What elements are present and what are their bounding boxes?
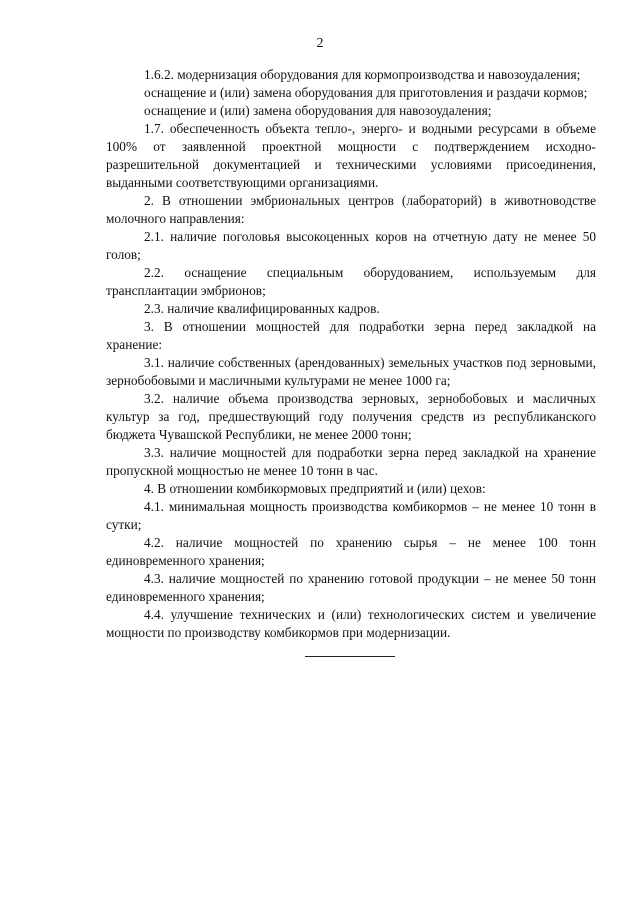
paragraph-3-3: 3.3. наличие мощностей для подработки зерна перед закладкой на хранение пропускной мощностью не менее 10 тонн в час. bbox=[106, 445, 596, 478]
document-body bbox=[106, 66, 596, 642]
paragraph-3: 3. В отношении мощностей для подработки зерна перед закладкой на хранение: bbox=[106, 319, 596, 352]
paragraph-4-3: 4.3. наличие мощностей по хранению готовой продукции – не менее 50 тонн единовременного хранения; bbox=[106, 571, 596, 604]
closing-divider-line bbox=[305, 656, 395, 657]
paragraph-2-2: 2.2. оснащение специальным оборудованием, используемым для трансплантации эмбрионов; bbox=[106, 265, 596, 298]
paragraph-feed-equipment: оснащение и (или) замена оборудования для приготовления и раздачи кормов; bbox=[144, 85, 588, 100]
paragraph-2: 2. В отношении эмбриональных центров (лабораторий) в животноводстве молочного направления: bbox=[106, 193, 596, 226]
paragraph-manure-equipment: оснащение и (или) замена оборудования для навозоудаления; bbox=[144, 103, 492, 118]
paragraph-3-1: 3.1. наличие собственных (арендованных) земельных участков под зерновыми, зернобобовыми и масличными культурами не менее 1000 га; bbox=[106, 355, 596, 388]
paragraph-4-1: 4.1. минимальная мощность производства комбикормов – не менее 10 тонн в сутки; bbox=[106, 499, 596, 532]
paragraph-4: 4. В отношении комбикормовых предприятий и (или) цехов: bbox=[144, 481, 486, 496]
page-number: 2 bbox=[316, 36, 324, 51]
paragraph-2-1: 2.1. наличие поголовья высокоценных коров на отчетную дату не менее 50 голов; bbox=[106, 229, 596, 262]
paragraph-4-2: 4.2. наличие мощностей по хранению сырья – не менее 100 тонн единовременного хранения; bbox=[106, 535, 596, 568]
paragraph-1-7: 1.7. обеспеченность объекта тепло-, энерго- и водными ресурсами в объеме 100% от заявленной проектной мощности с подтверждением исходно-разрешительной документацией и техническими условиями присоединения, выданными соответствующими организациями. bbox=[106, 121, 596, 190]
paragraph-4-4: 4.4. улучшение технических и (или) технологических систем и увеличение мощности по производству комбикормов при модернизации. bbox=[106, 607, 596, 640]
paragraph-1-6-2: 1.6.2. модернизация оборудования для кормопроизводства и навозоудаления; bbox=[144, 67, 581, 82]
paragraph-2-3: 2.3. наличие квалифицированных кадров. bbox=[144, 301, 380, 316]
paragraph-3-2: 3.2. наличие объема производства зерновых, зернобобовых и масличных культур за год, предшествующий году получения средств из республиканского бюджета Чувашской Республики, не менее 2000 тонн; bbox=[106, 391, 596, 442]
